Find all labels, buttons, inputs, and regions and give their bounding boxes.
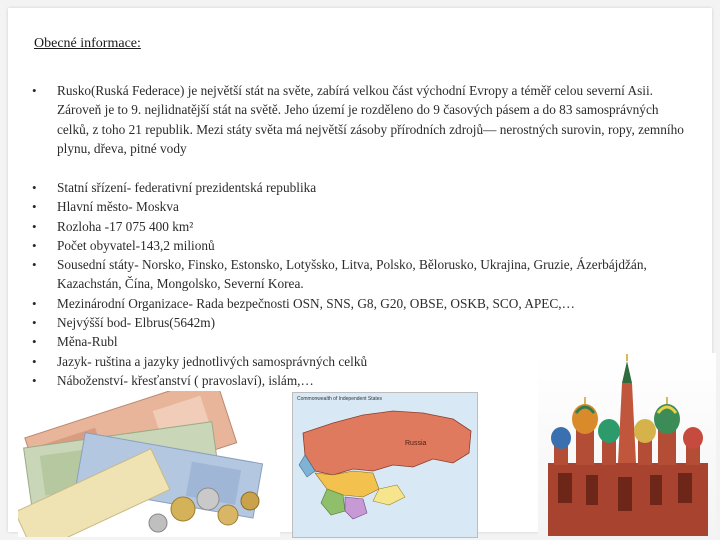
slide	[8, 8, 712, 532]
fact-government: • Statní sřízení- federativní prezidentská republika	[32, 178, 692, 197]
cis-map-image	[292, 392, 478, 538]
map-label-russia: Russia	[405, 440, 427, 447]
rouble-banknotes-image	[18, 391, 280, 537]
cathedral-image	[538, 353, 716, 536]
fact-capital: • Hlavní město- Moskva	[32, 197, 692, 216]
fact-neighbours: • Sousední státy- Norsko, Finsko, Estonsko, Lotyšsko, Litva, Polsko, Bělorusko, Ukrajina, Gruzie, Ázerbájdžán, Kazachstán, Čína, Mongolsko, Severní Korea.	[32, 255, 692, 294]
fact-area: • Rozloha -17 075 400 km²	[32, 217, 692, 236]
intro-list	[32, 81, 692, 158]
fact-currency: • Měna-Rubl	[32, 332, 692, 351]
fact-organizations: • Mezinárodní Organizace- Rada bezpečnosti OSN, SNS, G8, G20, OBSE, OSKB, SCO, APEC,…	[32, 294, 692, 313]
fact-population: • Počet obyvatel-143,2 milionů	[32, 236, 692, 255]
fact-highest-point: • Nejvýšší bod- Elbrus(5642m)	[32, 313, 692, 332]
map-caption: Commonwealth of Independent States	[297, 396, 383, 402]
slide-heading: Obecné informace:	[34, 36, 141, 51]
fact-religion: • Náboženství- křesťanství ( pravoslaví), islám,…	[32, 371, 692, 390]
fact-language: • Jazyk- ruština a jazyky jednotlivých samosprávných celků	[32, 352, 692, 371]
intro-paragraph: • Rusko(Ruská Federace) je největší stát na světe, zabírá velkou část východní Evropy a téměř celou severní Asii. Zároveň je to 9. nejlidnatější stát na světě. Jeho území je rozděleno do 9 časových pásem a do 83 samosprávných celků, z toho 21 republik. Mezi státy světa má největší zásoby přírodních zdrojů— nerostných surovin, ropy, zemního plynu, dřeva, pitné vody	[32, 81, 692, 158]
